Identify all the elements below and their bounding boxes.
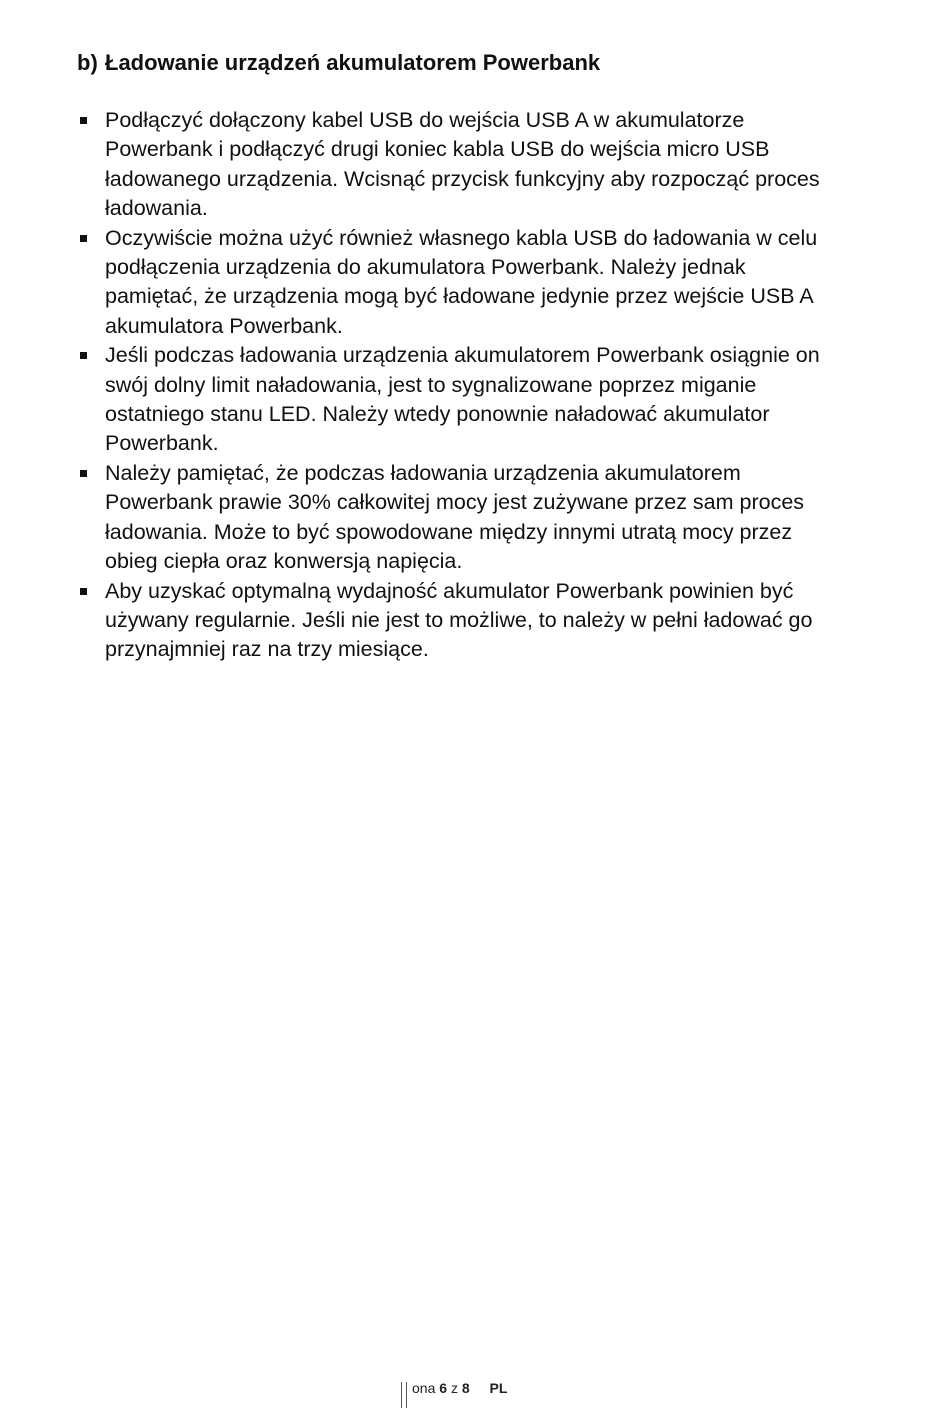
section-title: Ładowanie urządzeń akumulatorem Powerbank <box>105 50 601 75</box>
page-label: ona <box>412 1380 436 1396</box>
binding-marks-icon <box>398 1378 412 1408</box>
list-item-text: Należy pamiętać, że podczas ładowania urządzenia akumulatorem Powerbank prawie 30% całkowitej mocy jest zużywane przez sam proces ładowania. Może to być spowodowane między innymi utratą mocy przez obieg ciepła oraz konwersją napięcia. <box>105 460 805 574</box>
current-page-number: 6 <box>439 1380 448 1396</box>
of-label: z <box>450 1380 458 1396</box>
square-bullet-icon <box>80 470 87 477</box>
section-heading <box>77 48 600 78</box>
instruction-list <box>77 106 837 665</box>
total-pages-number: 8 <box>461 1380 470 1396</box>
list-item <box>77 224 837 342</box>
language-code: PL <box>489 1380 508 1396</box>
list-item-text: Podłączyć dołączony kabel USB do wejścia USB A w akumulatorze Powerbank i podłączyć drugi koniec kabla USB do wejścia micro USB ładowanego urządzenia. Wcisnąć przycisk funkcyjny aby rozpocząć proces ładowania. <box>105 108 820 221</box>
list-item <box>77 577 837 665</box>
square-bullet-icon <box>80 235 87 242</box>
section-marker: b) <box>77 50 98 75</box>
list-item <box>77 341 837 459</box>
square-bullet-icon <box>80 117 87 124</box>
list-item <box>77 459 837 577</box>
list-item-text: Jeśli podczas ładowania urządzenia akumulatorem Powerbank osiągnie on swój dolny limit naładowania, jest to sygnalizowane poprzez miganie ostatniego stanu LED. Należy wtedy ponownie naładować akumulator Powerbank. <box>105 343 820 456</box>
list-item-text: Aby uzyskać optymalną wydajność akumulator Powerbank powinien być używany regularnie. Jeśli nie jest to możliwe, to należy w pełni ładować go przynajmniej raz na trzy miesiące. <box>105 578 813 662</box>
square-bullet-icon <box>80 352 87 359</box>
page-footer <box>398 1378 507 1408</box>
square-bullet-icon <box>80 588 87 595</box>
list-item-text: Oczywiście można użyć również własnego kabla USB do ładowania w celu podłączenia urządzenia do akumulatora Powerbank. Należy jednak pamiętać, że urządzenia mogą być ładowane jedynie przez wejście USB A akumulatora Powerbank. <box>105 225 818 338</box>
list-item <box>77 106 837 224</box>
